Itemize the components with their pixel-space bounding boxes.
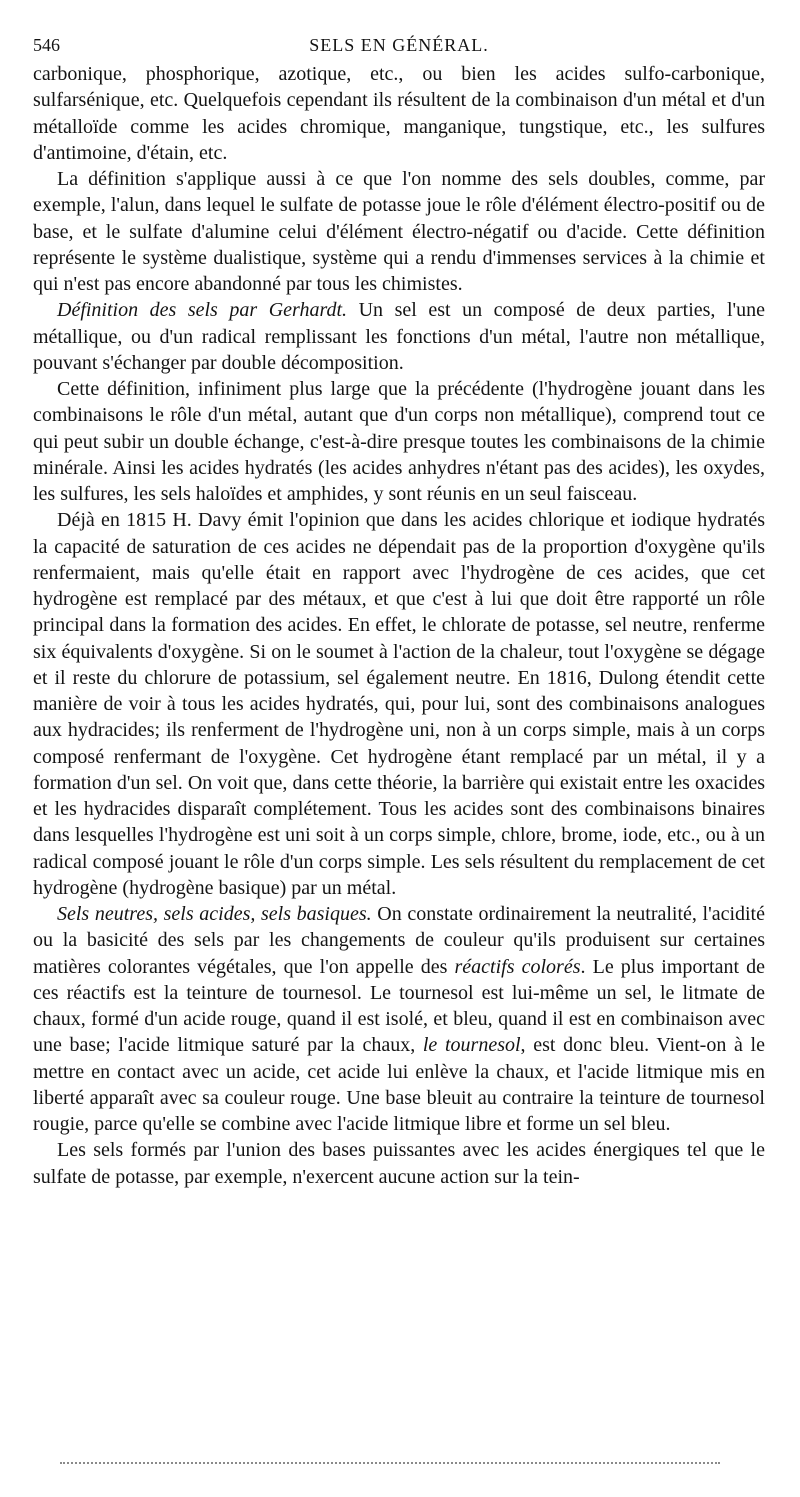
paragraph-sels-neutres (33, 901, 765, 1137)
body-text (33, 61, 765, 1190)
paragraph-text: Un sel est un composé de deux parties, l'une métallique, ou d'un radical remplissant les fonctions d'un métal, l'autre non métallique, pouvant s'échanger par double décomposition. (33, 299, 766, 374)
page-number: 546 (33, 35, 60, 55)
paragraph-sels-doubles: La définition s'applique aussi à ce que l'on nomme des sels doubles, comme, par exemple, l'alun, dans lequel le sulfate de potasse joue le rôle d'élément électro-positif ou de base, et le sulfate d'alumine celui d'élément électro-négatif ou d'acide. Cette définition représente le système dualistique, système qui a rendu d'immenses services à la chimie et qui n'est pas encore abandonné par tous les chimistes. (33, 168, 765, 295)
paragraph-davy-dulong: Déjà en 1815 H. Davy émit l'opinion que dans les acides chlorique et iodique hydratés la capacité de saturation de ces acides ne dépendait pas de la proportion d'oxygène qu'ils renfermaient, mais qu'elle était en rapport avec l'hydrogène de ces acides, que cet hydrogène est remplacé par des métaux, et que c'est à lui que doit être rapporté un rôle principal dans la formation des acides. En effet, le chlorate de potasse, sel neutre, renferme six équivalents d'oxygène. Si on le soumet à l'action de la chaleur, tout l'oxygène se dégage et il reste du chlorure de potassium, sel également neutre. En 1816, Dulong étendit cette manière de voir à tous les acides hydratés, qui, pour lui, sont des combinaisons analogues aux hydracides; ils renferment de l'hydrogène uni, non à un corps simple, mais à un corps composé renfermant de l'oxygène. Cet hydrogène étant remplacé par un métal, il y a formation d'un sel. On voit que, dans cette théorie, la barrière qui existait entre les oxacides et les hydracides disparaît complétement. Tous les acides sont des combinaisons binaires dans lesquelles l'hydrogène est uni soit à un corps simple, chlore, brome, iode, etc., ou à un radical composé jouant le rôle d'un corps simple. Les sels résultent du remplacement de cet hydrogène (hydrogène basique) par un métal. (33, 509, 765, 899)
page-header (33, 30, 765, 60)
paragraph-text: , est donc bleu. Vient-on à le mettre en contact avec un acide, cet acide lui enlève la chaux, et l'acide litmique mis en liberté apparaît avec sa couleur rouge. Une base bleuit au contraire la teinture de tournesol rougie, parce qu'elle se combine avec l'acide litmique libre et forme un sel bleu. (33, 1034, 765, 1135)
section-heading-sels-neutres: Sels neutres, sels acides, sels basiques. (57, 903, 372, 925)
section-heading-gerhardt: Définition des sels par Gerhardt. (57, 299, 348, 322)
term-reactifs-colores: réactifs colorés (454, 955, 581, 978)
paragraph-text: On constate ordinairement la neutralité, l'acidité ou la basicité des sels par les changements de couleur qu'ils produisent sur certaines matières colorantes végétales, que l'on appelle des (33, 903, 765, 978)
paragraph-continuation: carbonique, phosphorique, azotique, etc., ou bien les acides sulfo-carbonique, sulfarsénique, etc. Quelquefois cependant ils résultent de la combinaison d'un métal et d'un métalloïde comme les acides chromique, manganique, tungstique, etc., les sulfures d'antimoine, d'étain, etc. (33, 63, 765, 164)
paragraph-sels-neutres-suite: Les sels formés par l'union des bases puissantes avec les acides énergiques tel que le sulfate de potasse, par exemple, n'exercent aucune action sur la tein- (33, 1139, 765, 1188)
paragraph-definition-scope: Cette définition, infiniment plus large que la précédente (l'hydrogène jouant dans les combinaisons le rôle d'un métal, autant que d'un corps non métallique), comprend tout ce qui peut subir un double échange, c'est-à-dire presque toutes les combinaisons de la chimie minérale. Ainsi les acides hydratés (les acides anhydres n'étant pas des acides), les oxydes, les sulfures, les sels haloïdes et amphides, y sont réunis en un seul faisceau. (33, 378, 765, 505)
document-page (33, 30, 765, 1190)
bottom-page-rule (60, 1462, 720, 1464)
paragraph-definition-gerhardt (33, 297, 765, 376)
paragraph-text: . Le plus important de ces réactifs est la teinture de tournesol. Le tournesol est lui-même un sel, le litmate de chaux, formé d'un acide rouge, quand il est isolé, et bleu, quand il est en combinaison avec une base; l'acide litmique saturé par la chaux, (33, 955, 765, 1057)
running-title: SELS EN GÉNÉRAL. (309, 35, 489, 55)
term-le-tournesol: le tournesol (422, 1034, 521, 1057)
